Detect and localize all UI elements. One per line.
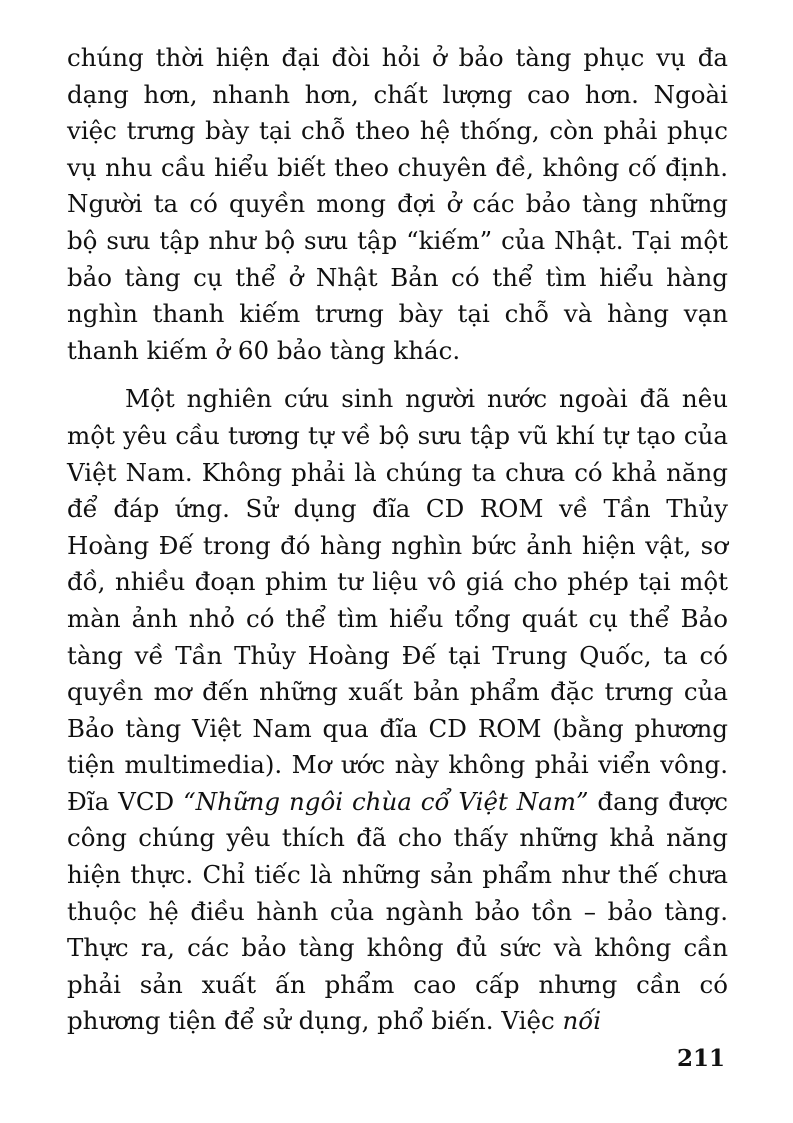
paragraph-1-text: chúng thời hiện đại đòi hỏi ở bảo tàng phục vụ đa dạng hơn, nhanh hơn, chất lượng cao hơn. Ngoài việc trưng bày tại chỗ theo hệ thống, còn phải phục vụ nhu cầu hiểu biết theo chuyên đề, không cố định. Người ta có quyền mong đợi ở các bảo tàng những bộ sưu tập như bộ sưu tập “kiếm” của Nhật. Tại một bảo tàng cụ thể ở Nhật Bản có thể tìm hiểu hàng nghìn thanh kiếm trưng bày tại chỗ và hàng vạn thanh kiếm ở 60 bảo tàng khác. — [67, 43, 728, 365]
page-body — [67, 40, 728, 1040]
paragraph-2-text-a: Một nghiên cứu sinh người nước ngoài đã nêu một yêu cầu tương tự về bộ sưu tập vũ khí tự tạo của Việt Nam. Không phải là chúng ta chưa có khả năng để đáp ứng. Sử dụng đĩa CD ROM về Tần Thủy Hoàng Đế trong đó hàng nghìn bức ảnh hiện vật, sơ đồ, nhiều đoạn phim tư liệu vô giá cho phép tại một màn ảnh nhỏ có thể tìm hiểu tổng quát cụ thể Bảo tàng về Tần Thủy Hoàng Đế tại Trung Quốc, ta có quyền mơ đến những xuất bản phẩm đặc trưng của Bảo tàng Việt Nam qua đĩa CD ROM (bằng phương tiện multimedia). Mơ ước này không phải viển vông. Đĩa VCD — [67, 384, 728, 816]
vcd-title-italic: “Những ngôi chùa cổ Việt Nam” — [183, 786, 589, 816]
paragraph-2-text-b: đang được công chúng yêu thích đã cho thấy những khả năng hiện thực. Chỉ tiếc là những sản phẩm như thế chưa thuộc hệ điều hành của ngành bảo tồn – bảo tàng. Thực ra, các bảo tàng không đủ sức và không cần phải sản xuất ấn phẩm cao cấp nhưng cần có phương tiện để sử dụng, phổ biến. Việc — [67, 786, 729, 1036]
paragraph-2 — [67, 381, 728, 1040]
trailing-italic-word: nối — [562, 1006, 602, 1036]
paragraph-1 — [67, 40, 728, 369]
page-number: 211 — [676, 1045, 725, 1072]
